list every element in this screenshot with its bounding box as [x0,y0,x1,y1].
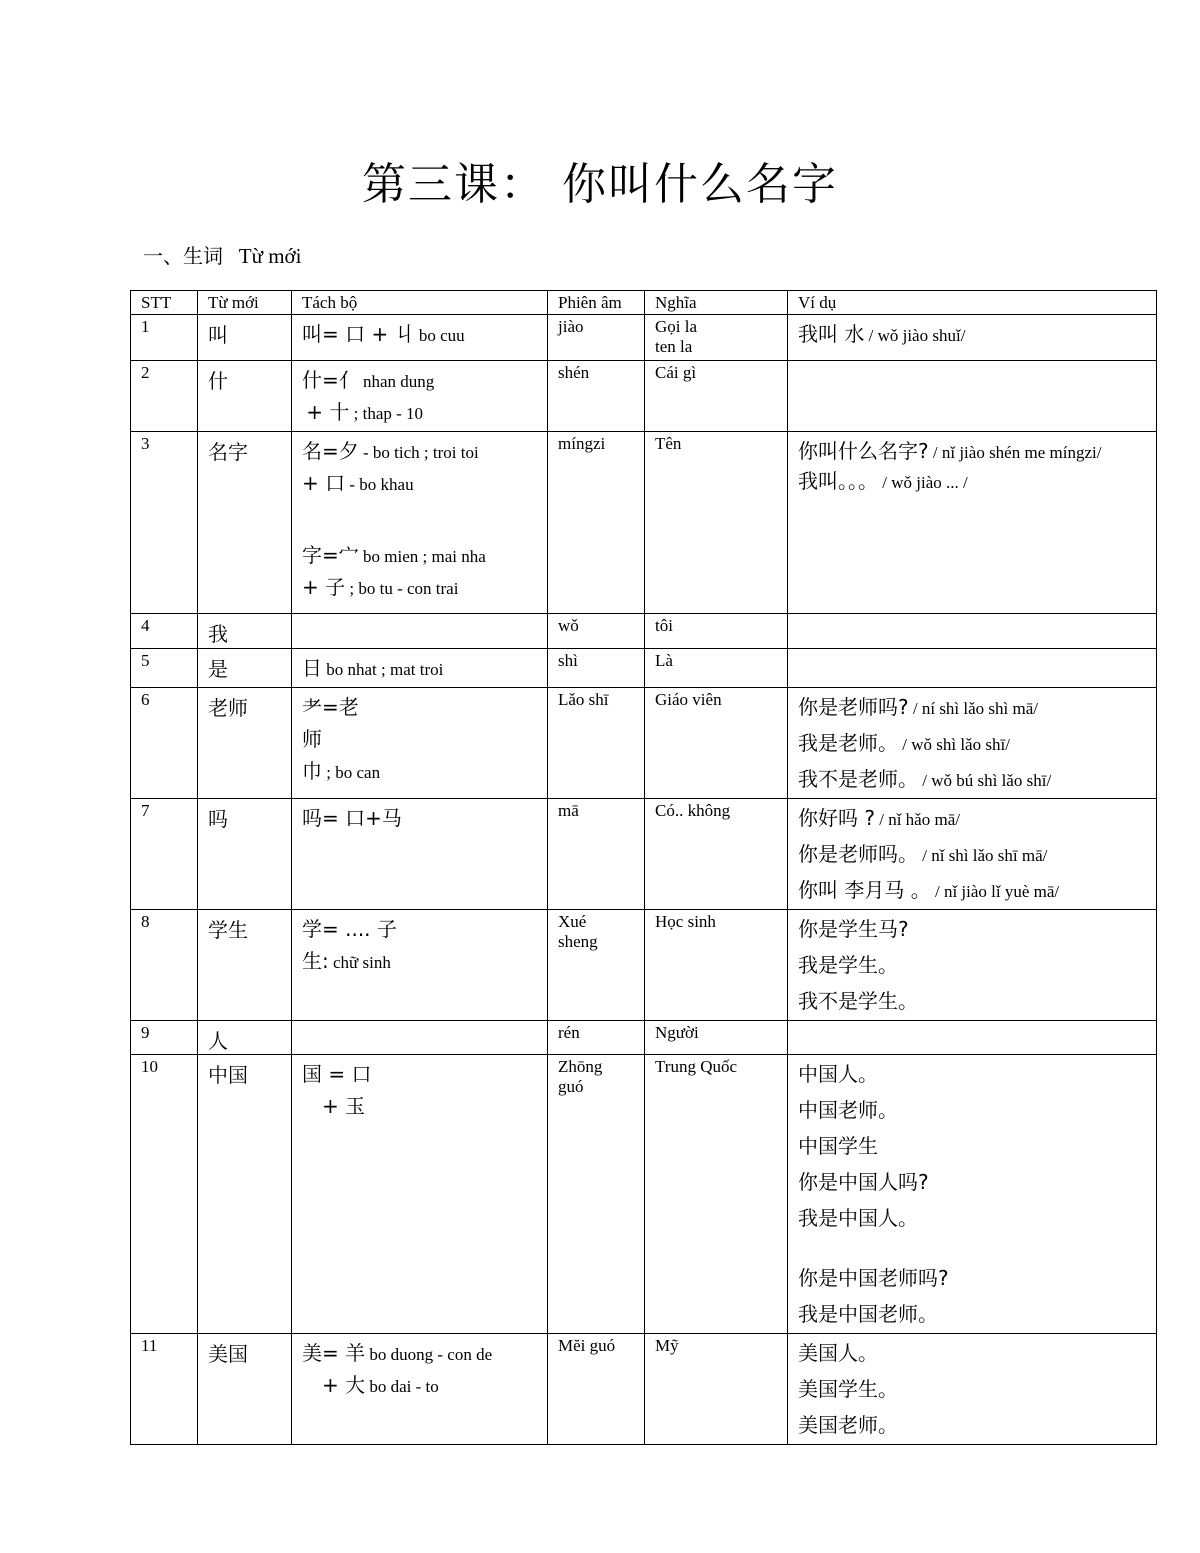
cell-radicals [292,1055,548,1334]
example-line: 我是学生。 [798,953,898,977]
cell-pinyin: Xué sheng [548,910,645,1021]
header-pinyin: Phiên âm [548,291,645,315]
radical-line: 什=亻 nhan dung [302,368,435,392]
example-line: 你是老师吗? / ní shì lǎo shì mā/ [798,695,1039,719]
cell-word [198,315,292,361]
cell-example [788,910,1157,1021]
header-stt: STT [131,291,198,315]
cell-stt: 9 [131,1021,198,1055]
spacer [798,1237,1146,1261]
example-line: 你好吗 ? / nǐ hǎo mā/ [798,806,960,830]
cell-radicals [292,1021,548,1055]
cell-stt: 3 [131,432,198,614]
cell-meaning: Học sinh [645,910,788,1021]
table-row [131,315,1157,361]
table-row [131,649,1157,688]
cell-pinyin: Zhōng guó [548,1055,645,1334]
cell-meaning: Là [645,649,788,688]
cell-pinyin: wǒ [548,614,645,649]
cell-radicals [292,799,548,910]
word-text: 叫 [208,323,228,347]
cell-example [788,799,1157,910]
cell-word [198,1055,292,1334]
cell-meaning: Trung Quốc [645,1055,788,1334]
radical-line: 师 [302,727,322,751]
cell-pinyin: mā [548,799,645,910]
example-line: 我是中国人。 [798,1206,918,1230]
radical-line: 国 = 口 [302,1062,372,1086]
table-row [131,614,1157,649]
cell-radicals [292,315,548,361]
cell-meaning: Gọi la ten la [645,315,788,361]
cell-pinyin: shén [548,361,645,432]
section-heading-cn: 一、生词 [143,244,223,268]
cell-stt: 8 [131,910,198,1021]
radical-line: 名=夕 - bo tich ; troi toi [302,439,479,463]
radical-line: 美= 羊 bo duong - con de [302,1341,493,1365]
cell-pinyin: Lǎo shī [548,688,645,799]
example-line: 我是老师。 / wǒ shì lǎo shī/ [798,731,1010,755]
cell-stt: 1 [131,315,198,361]
word-text: 中国 [208,1063,248,1087]
cell-pinyin: shì [548,649,645,688]
table-row [131,361,1157,432]
cell-pinyin: jiào [548,315,645,361]
cell-example [788,432,1157,614]
word-text: 老师 [208,696,248,720]
word-text: 学生 [208,918,248,942]
table-row [131,1021,1157,1055]
page-title: 第三课： 你叫什么名字 [362,159,838,210]
cell-radicals [292,614,548,649]
header-radicals: Tách bộ [292,291,548,315]
cell-radicals [292,649,548,688]
cell-radicals [292,910,548,1021]
cell-word [198,361,292,432]
radical-line: + 子 ; bo tu - con trai [302,575,459,599]
cell-stt: 6 [131,688,198,799]
table-row [131,432,1157,614]
header-example: Ví dụ [788,291,1157,315]
example-line: 你是中国老师吗? [798,1266,949,1290]
cell-example [788,688,1157,799]
section-heading-vi: Từ mới [238,244,302,268]
example-line: 我叫。。。 / wǒ jiào ... / [798,469,968,493]
vocabulary-table [130,290,1157,1445]
example-line: 我是中国老师。 [798,1302,938,1326]
cell-stt: 11 [131,1334,198,1445]
cell-example [788,1334,1157,1445]
radical-line: 字=宀 bo mien ; mai nha [302,543,486,567]
cell-word [198,1334,292,1445]
example-line: 中国学生 [798,1134,878,1158]
cell-example [788,361,1157,432]
word-text: 名字 [208,440,248,464]
radical-line: + 玉 [322,1094,366,1118]
cell-pinyin: rén [548,1021,645,1055]
word-text: 什 [208,369,228,393]
cell-word [198,432,292,614]
cell-word [198,688,292,799]
cell-word [198,799,292,910]
radical-line: 日 bo nhat ; mat troi [302,656,444,680]
cell-pinyin: Mĕi guó [548,1334,645,1445]
cell-example [788,614,1157,649]
example-line: 你是中国人吗? [798,1170,929,1194]
cell-example [788,1055,1157,1334]
cell-meaning: Tên [645,432,788,614]
table-header-row [131,291,1157,315]
cell-radicals [292,432,548,614]
cell-radicals [292,361,548,432]
word-text: 吗 [208,807,228,831]
example-line: 美国人。 [798,1341,878,1365]
cell-meaning: Người [645,1021,788,1055]
cell-example [788,315,1157,361]
example-line: 你是学生马? [798,917,909,941]
radical-line: + 十 ; thap - 10 [306,400,424,424]
cell-word [198,649,292,688]
word-text: 我 [208,622,228,646]
word-text: 美国 [208,1342,248,1366]
cell-stt: 5 [131,649,198,688]
cell-radicals [292,688,548,799]
example-line: 美国学生。 [798,1377,898,1401]
example-line: 你是老师吗。 / nǐ shì lǎo shī mā/ [798,842,1048,866]
cell-word [198,614,292,649]
word-text: 人 [208,1029,228,1053]
cell-stt: 10 [131,1055,198,1334]
table-row [131,1334,1157,1445]
radical-line: + 口 - bo khau [302,471,414,495]
example-line: 你叫什么名字? / nǐ jiào shén me míngzi/ [798,439,1102,463]
table-row [131,688,1157,799]
radical-line: 学= .... 子 [302,917,397,941]
example-line: 你叫 李月马 。 / nǐ jiào lǐ yuè mā/ [798,878,1060,902]
header-word: Từ mới [198,291,292,315]
header-meaning: Nghĩa [645,291,788,315]
spacer [302,498,537,542]
table-row [131,799,1157,910]
cell-meaning: tôi [645,614,788,649]
section-heading [143,240,301,269]
cell-meaning: Cái gì [645,361,788,432]
cell-example [788,649,1157,688]
radical-line: 巾 ; bo can [302,759,381,783]
cell-pinyin: míngzi [548,432,645,614]
example-line: 美国老师。 [798,1413,898,1437]
cell-radicals [292,1334,548,1445]
cell-stt: 7 [131,799,198,910]
example-line: 我不是学生。 [798,989,918,1013]
radical-line: 生: chữ sinh [302,949,391,973]
cell-word [198,1021,292,1055]
radical-line: 吗= 口+马 [302,806,402,830]
radical-line: 耂=老 [302,695,359,719]
cell-example [788,1021,1157,1055]
example-line: 中国老师。 [798,1098,898,1122]
cell-meaning: Có.. không [645,799,788,910]
cell-meaning: Giáo viên [645,688,788,799]
cell-stt: 4 [131,614,198,649]
example-line: 我叫 水 / wǒ jiào shuǐ/ [798,322,966,346]
cell-stt: 2 [131,361,198,432]
table-row [131,910,1157,1021]
cell-meaning: Mỹ [645,1334,788,1445]
radical-line: 叫= 口 + 丩 bo cuu [302,322,465,346]
example-line: 中国人。 [798,1062,878,1086]
table-row [131,1055,1157,1334]
example-line: 我不是老师。 / wǒ bú shì lǎo shī/ [798,767,1052,791]
word-text: 是 [208,657,228,681]
cell-word [198,910,292,1021]
radical-line: + 大 bo dai - to [322,1373,439,1397]
